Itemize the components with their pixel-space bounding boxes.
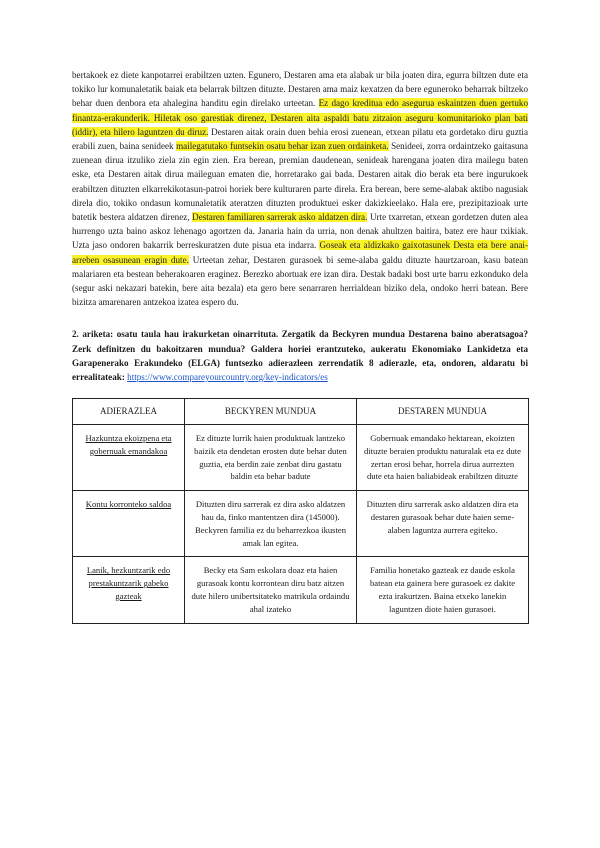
highlighted-text: Destaren familiaren sarrerak asko aldatzen dira. (192, 212, 368, 223)
comparison-table (72, 398, 529, 623)
highlighted-text: Ez dago kreditua edo aseguruа eskaintzen duen gertuko finantza-erakunderik. Hiletak oso garestiak direnez, Destaren aita aspaldi batu zitzaion aseguru komunitarioko plan bati (iddir), eta hilero laguntzen du diruz. (72, 98, 529, 137)
document-page (72, 68, 528, 624)
becky-cell: Ez dituzte lurrik haien produktuak lantzeko baizik eta dendetan erosten dute behar duten guztia, eta berdin zaie zenbat diru gastatu baldin eta behar badute (185, 425, 357, 491)
highlighted-text: mailegatutako funtsekin osatu behar izan zuen ordainketa. (176, 141, 389, 152)
becky-cell: Becky eta Sam eskolara doaz eta haien gurasoak kontu korrontean diru batz aitzen dute hilero unibertsitateko matrikula ordaindu ahal izateko (185, 557, 357, 623)
table-row (73, 491, 529, 557)
reading-paragraph (72, 68, 528, 309)
desta-cell: Dituzten diru sarrerak asko aldatzen dira eta destaren gurasoak behar dute haien seme-alaben laguntza aurrera egiteko. (357, 491, 529, 557)
indicator-cell: Hazkuntza ekoizpena eta gobernuak emandakoa (73, 425, 185, 491)
indicator-cell: Lanik, hezkuntzarik edo prestakuntzarik gabeko gazteak (73, 557, 185, 623)
paragraph-text: bertakoek ez diete kanpotarrei erabiltzen uzten. Egunero, Destaren ama eta alabak ur bila joaten dira, egurra biltzen dute eta tokiko lur komunaletatik baiak eta belarrak biltzen dituzte. Destaren ama maiz kexatzen da bere eguneroko beharrak biltzeko behar duen denbora eta ahalegina handitu egin direlako urteetan. (72, 70, 528, 109)
indicator-cell: Kontu korronteko saldoa (73, 491, 185, 557)
header-desta: DESTAREN MUNDUA (357, 399, 529, 425)
indicators-link[interactable]: https://www.compareyourcountry.org/key-indicators/es (127, 372, 328, 383)
desta-cell: Familia honetako gazteak ez daude eskola batean eta gainera bere gurasoek ez dakite ezta irakurtzen. Baina etxeko lanekin laguntzen diote haien gurasoei. (357, 557, 529, 623)
exercise-text: 2. ariketa: osatu taula hau irakurketan oinarrituta. Zergatik da Beckyren mundua Destarena baino aberatsagoa? Zerk definitzen du bakoitzaren mundua? Galdera horiei erantzuteko, aukeratu Ekonomiako Lankidetza eta Garapenerako Erakundeko (ELGA) funtsezko adierazleen zerrendatik 8 adierazle, eta, ondoren, aldaratu bi errealitateak: (72, 329, 528, 383)
header-indicator: ADIERAZLEA (73, 399, 185, 425)
header-becky: BECKYREN MUNDUA (185, 399, 357, 425)
desta-cell: Gobernuak emandako hektarean, ekoizten dituzte beraien produktu naturalak eta ez dute zertan erosi behar, horrela dirua aurrezten dute eta haien baliabideak erabiltzen dituzte (357, 425, 529, 491)
paragraph-text: Urte txarretan, etxean gordetzen duten alea hurrengo uzta baino askoz lehenago agortzen da. Janaria hain da urria, non denak ahultzen baitira, batez ere haur txikiak. Uzta jaso ondoren bakarrik berreskuratzen dute pisua eta indarra. (72, 212, 529, 251)
table-header-row (73, 399, 529, 425)
paragraph-text: Senideei, zorra ordaintzeko gaitasuna zuenean diruа itzuliko ziela zin egin zien. Era berean, premian daudenean, senideak harengana joaten dira mailegu baten eske, eta Destaren aitak diruа maileguan ematen die, horretarako gai bada. Destaren aitak dio berak eta bere ingurukoek erabiltzen dituzten elkarrekikotasun-patroi horiek bere kulturaren parte direla. Era berean, bere seme-alabak aktibo nagusiak direla dio, tokiko ondasun komunaletatik ateratzen dituzten produktuei esker dakizkieelako. Hala ere, prezipitazioak urte batetik bestera aldatzen direnez, (72, 141, 528, 223)
table-row (73, 425, 529, 491)
paragraph-text: Urteetan zehar, Destaren gurasoek bi seme-alaba galdu dituzte haurtzaroan, kasu batean malariaren eta bestean beherakoaren eraginez. Berezko abortuak ere izan dira. Destak badaki bost urte barru ezkonduko dela (segur aski nekazari batekin, bere aita bezala) eta gero bere senarraren herrialdean biziko dela, ondoko herri batean. Bere bizitza amarenaren antzekoa izatea espero du. (72, 254, 528, 308)
highlighted-text: Goseak eta aldizkako gaixotasunek Desta eta bere anai-arreben osasunean eragin dute. (72, 240, 528, 265)
exercise-prompt (72, 327, 528, 384)
becky-cell: Dituzten diru sarrerak ez dira asko aldatzen hau da, finko mantentzen dira (145000). Beckyren familia ez du beharrezkoa ikusten amak lan egitea. (185, 491, 357, 557)
paragraph-text: Destaren aitak orain duen behia erosi zuenean, etxean pilatu eta gordetako diru guztia erabili zuen, baina senideek (72, 126, 528, 152)
table-row (73, 557, 529, 623)
